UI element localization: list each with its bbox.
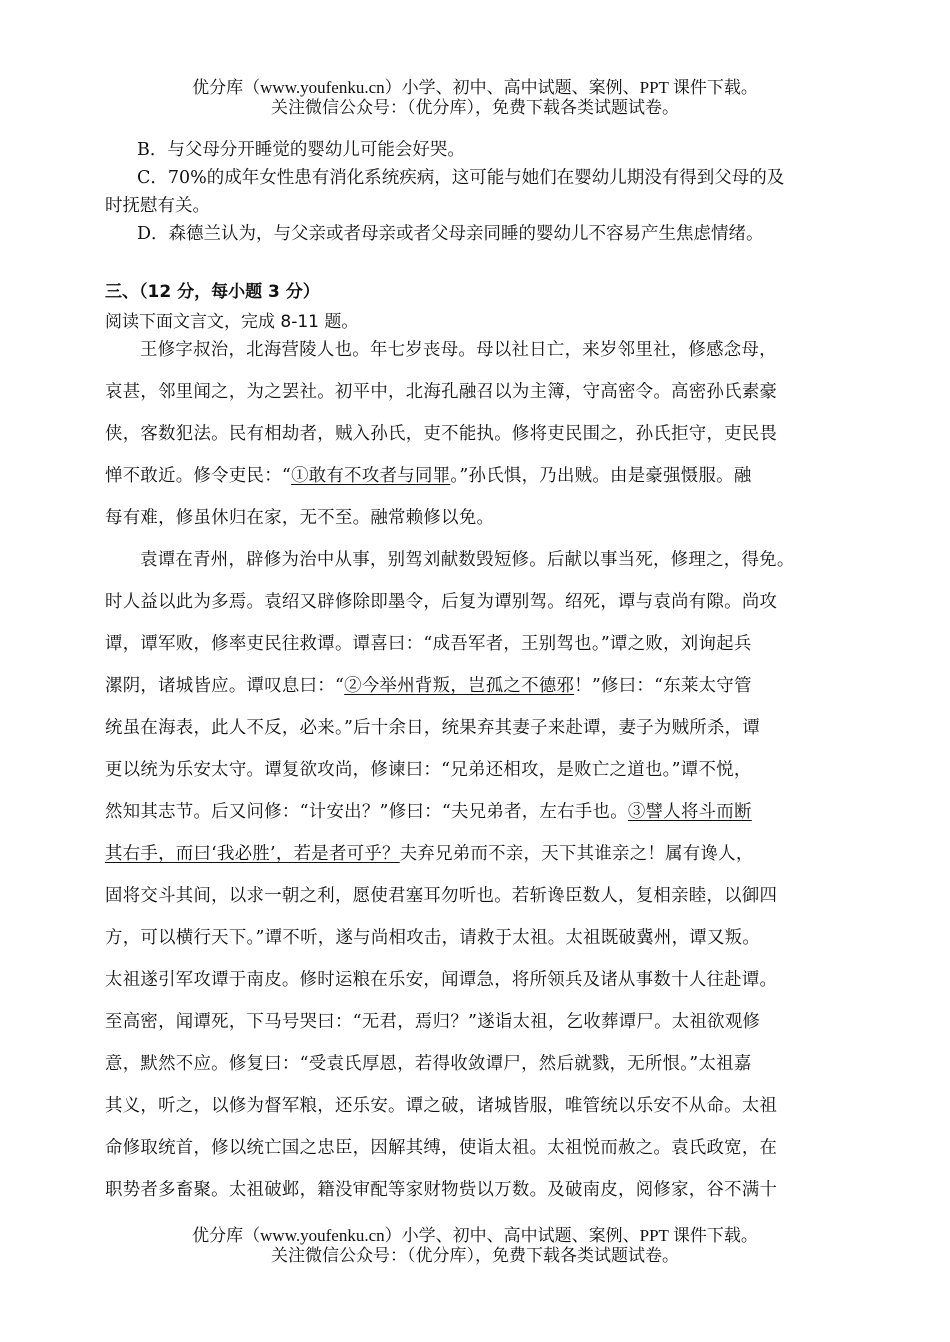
passage-text: 。”孙氏惧，乃出贼。由是豪强慑服。融 xyxy=(450,466,752,486)
passage-line: 至高密，闻谭死，下马号哭曰：“无君，焉归？”遂诣太祖，乞收葬谭尸。太祖欲观修 xyxy=(105,1012,761,1032)
passage-line xyxy=(105,461,752,486)
header-line-1: 优分库（www.youfenku.cn）小学、初中、高中试题、案例、PPT 课件下载。 xyxy=(192,78,758,97)
passage-line: 统虽在海表，此人不反，必来。”后十余日，统果弃其妻子来赴谭，妻子为贼所杀，谭 xyxy=(105,718,761,738)
passage-line: 每有难，修虽休归在家，无不至。融常赖修以免。 xyxy=(105,508,495,528)
passage-text: 漯阴，诸城皆应。谭叹息曰：“ xyxy=(105,676,345,696)
section-instruction: 阅读下面文言文，完成 8-11 题。 xyxy=(105,312,359,332)
passage-line: 其义，听之，以修为督军粮，还乐安。谭之破，诸城皆服，唯管统以乐安不从命。太祖 xyxy=(105,1096,778,1116)
passage-text: 惮不敢近。修令吏民：“ xyxy=(105,466,292,486)
passage-line: 袁谭在青州，辟修为治中从事，别驾刘献数毁短修。后献以事当死，修理之，得免。 xyxy=(140,550,795,570)
passage-line xyxy=(105,797,752,822)
option-c-line-2: 时抚慰有关。 xyxy=(105,196,210,216)
footer-line-1: 优分库（www.youfenku.cn）小学、初中、高中试题、案例、PPT 课件下载。 xyxy=(192,1226,758,1245)
passage-line: 命修取统首，修以统亡国之忠臣，因解其缚，使诣太祖。太祖悦而赦之。袁氏政宽，在 xyxy=(105,1138,778,1158)
passage-text: 然知其志节。后又问修：“计安出？”修曰：“夫兄弟者，左右手也。 xyxy=(105,802,628,822)
passage-line: 太祖遂引军攻谭于南皮。修时运粮在乐安，闻谭急，将所领兵及诸从事数十人往赴谭。 xyxy=(105,970,778,990)
section-title: 三、（12 分，每小题 3 分） xyxy=(105,282,320,302)
passage-line: 王修字叔治，北海营陵人也。年七岁丧母。母以社日亡，来岁邻里社，修感念母， xyxy=(140,340,777,360)
passage-line: 固将交斗其间，以求一朝之利，愿使君塞耳勿听也。若斩谗臣数人，复相亲睦，以御四 xyxy=(105,886,778,906)
passage-line xyxy=(105,671,752,696)
footer-watermark-bottom xyxy=(0,1226,950,1266)
option-d: D．森德兰认为，与父亲或者母亲或者父母亲同睡的婴幼儿不容易产生焦虑情绪。 xyxy=(137,224,764,244)
passage-line: 哀甚，邻里闻之，为之罢社。初平中，北海孔融召以为主簿，守高密令。高密孙氏素豪 xyxy=(105,382,778,402)
passage-text: ！”修曰：“东莱太守管 xyxy=(574,676,752,696)
passage-text: 夫弃兄弟而不亲，天下其谁亲之！属有谗人， xyxy=(399,844,754,864)
underlined-sentence-2: ②今举州背叛，岂孤之不德邪 xyxy=(344,676,575,696)
passage-line: 侠，客数犯法。民有相劫者，贼入孙氏，吏不能执。修将吏民围之，孙氏拒守，吏民畏 xyxy=(105,424,778,444)
option-c-line-1: C．70%的成年女性患有消化系统疾病，这可能与她们在婴幼儿期没有得到父母的及 xyxy=(137,168,785,188)
option-b: B．与父母分开睡觉的婴幼儿可能会好哭。 xyxy=(137,140,465,160)
passage-line: 谭，谭军败，修率吏民往救谭。谭喜曰：“成吾军者，王别驾也。”谭之败，刘询起兵 xyxy=(105,634,752,654)
passage-line: 方，可以横行天下。”谭不听，遂与尚相攻击，请救于太祖。太祖既破冀州，谭又叛。 xyxy=(105,928,761,948)
underlined-sentence-3-part-1: ③譬人将斗而断 xyxy=(627,802,752,822)
underlined-sentence-3-part-2: 其右手，而曰‘我必胜’，若是者可乎？ xyxy=(105,844,400,864)
footer-line-2: 关注微信公众号：（优分库），免费下载各类试题试卷。 xyxy=(271,1246,679,1265)
underlined-sentence-1: ①敢有不攻者与同罪 xyxy=(291,466,451,486)
header-line-2: 关注微信公众号：（优分库），免费下载各类试题试卷。 xyxy=(271,98,679,117)
passage-line: 职势者多畜聚。太祖破邺，籍没审配等家财物赀以万数。及破南皮，阅修家，谷不满十 xyxy=(105,1180,778,1200)
header-watermark-top xyxy=(0,78,950,118)
passage-line: 更以统为乐安太守。谭复欲攻尚，修谏曰：“兄弟还相攻，是败亡之道也。”谭不悦， xyxy=(105,760,752,780)
passage-line xyxy=(105,839,754,864)
passage-line: 时人益以此为多焉。袁绍又辟修除即墨令，后复为谭别驾。绍死，谭与袁尚有隙。尚攻 xyxy=(105,592,778,612)
passage-line: 意，默然不应。修复曰：“受袁氏厚恩，若得收敛谭尸，然后就戮，无所恨。”太祖嘉 xyxy=(105,1054,752,1074)
